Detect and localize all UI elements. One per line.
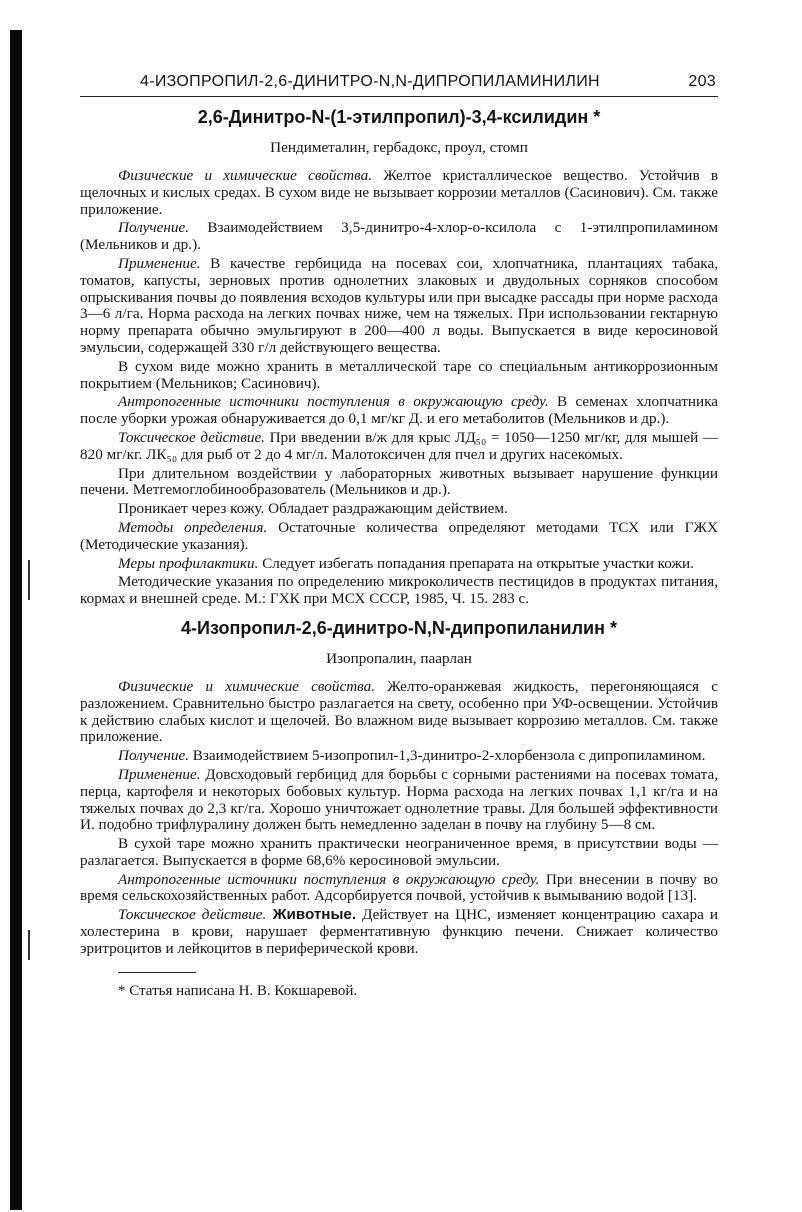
paragraph-text: Желто-оранжевая жидкость, перегоняющаяся с разложением. Сравнительно быстро разлагается на свету, особенно при УФ-освещении. Устойчив к действию слабых кислот и щелочей. Во влажном виде вызывает коррозию металлов. См. также приложение. (80, 677, 718, 746)
paragraph-text: В сухой таре можно хранить практически неограниченное время, в присутствии воды — разлагается. Выпускается в форме 68,6% керосиновой эмульсии. (80, 835, 718, 869)
footnote-rule (118, 972, 196, 973)
paragraph (80, 556, 718, 573)
paragraph-text: При введении в/ж для крыс ЛД₅₀ = 1050—1250 мг/кг, для мышей — 820 мг/кг. ЛК₅₀ для рыб от 2 до 4 мг/л. Малотоксичен для пчел и других насекомых. (80, 428, 718, 463)
paragraph-bold: Животные. (266, 906, 357, 924)
paragraph (80, 359, 718, 393)
paragraph-lead: Физические и химические свойства. (118, 677, 376, 695)
paragraph-text: В сухом виде можно хранить в металлической таре со специальным антикоррозионным покрытием (Мельников; Сасинович). (80, 357, 718, 392)
paragraph-text: В семенах хлопчатника после уборки урожая обнаруживается до 0,1 мг/кг Д. и его метаболитов (Мельников и др.). (80, 393, 718, 428)
paragraph-text: Желтое кристаллическое вещество. Устойчив в щелочных и кислых средах. В сухом виде не вызывает коррозии металлов (Сасинович). См. также приложение. (80, 167, 718, 218)
paragraph (80, 872, 718, 906)
paragraph (80, 168, 718, 218)
paragraph-text: Действует на ЦНС, изменяет концентрацию сахара и холестерина в крови, нарушает ферментативную функцию печени. Снижает количество эритроцитов и лейкоцитов в периферической крови. (80, 906, 718, 957)
paragraph (80, 748, 718, 765)
article-synonyms: Пендиметалин, гербадокс, проул, стомп (270, 139, 528, 156)
paragraph (80, 907, 718, 957)
paragraph-text: Следует избегать попадания препарата на открытые участки кожи. (258, 554, 694, 572)
scan-artifact (28, 930, 30, 960)
article-title: 4-Изопропил-2,6-динитро-N,N-дипропиланилин * (181, 617, 617, 638)
article-1-body (80, 168, 718, 608)
running-header (80, 73, 718, 93)
paragraph-text: Довсходовый гербицид для борьбы с сорными растениями на посевах томата, перца, картофеля и некоторых бобовых культур. Норма расхода на легких почвах 1,1 кг/га и на тяжелых почвах до 2,3 кг/га. Хорошо уничтожает однолетние травы. Для большей эффективности И. подобно трифлуралину должен быть немедленно заделан в почву на глубину 5—8 см. (80, 765, 718, 834)
paragraph-text: Проникает через кожу. Обладает раздражающим действием. (118, 500, 508, 518)
paragraph (80, 836, 718, 870)
paragraph-lead: Меры профилактики. (118, 554, 259, 572)
paragraph-lead: Физические и химические свойства. (118, 167, 372, 184)
paragraph-lead: Антропогенные источники поступления в окружающую среду. (118, 393, 549, 411)
paragraph (80, 430, 718, 464)
paragraph (80, 679, 718, 746)
paragraph (80, 394, 718, 428)
footnote: * Статья написана Н. В. Кокшаревой. (118, 982, 358, 999)
paragraph (80, 574, 718, 608)
page-number: 203 (688, 73, 716, 90)
paragraph-lead: Методы определения. (118, 518, 268, 536)
paragraph-lead: Применение. (118, 254, 201, 272)
paragraph (80, 466, 718, 500)
page-body (80, 103, 718, 1002)
paragraph (80, 256, 718, 357)
paragraph (80, 520, 718, 554)
scan-binding-edge (10, 30, 22, 1210)
paragraph-text: Взаимодействием 3,5-динитро-4-хлор-о-ксилола с 1-этилпропиламином (Мельников и др.). (80, 219, 718, 254)
paragraph (80, 501, 718, 518)
article-2-body (80, 679, 718, 905)
paragraph-lead: Антропогенные источники поступления в окружающую среду. (118, 870, 540, 888)
paragraph-text: При внесении в почву во время сельскохозяйственных работ. Адсорбируется почвой, устойчив к вымыванию водой [13]. (80, 870, 718, 905)
paragraph-text: Взаимодействием 5-изопропил-1,3-динитро-2-хлорбензола с дипропиламином. (189, 747, 706, 765)
paragraph (80, 767, 718, 834)
paragraph-text: Остаточные количества определяют методами ТСХ или ГЖХ (Методические указания). (80, 518, 718, 553)
article-title: 2,6-Динитро-N-(1-этилпропил)-3,4-ксилидин * (197, 107, 601, 127)
paragraph-lead: Токсическое действие. (118, 428, 265, 446)
paragraph-text: В качестве гербицида на посевах сои, хлопчатника, плантациях табака, томатов, капусты, зерновых против однолетних злаковых и двудольных сорняков способом опрыскивания почвы до появления всходов культуры или при высадке рассады при норме расхода 3—6 л/га. Норма расхода на легких почвах ниже, чем на тяжелых. При использовании гектарную норму препарата обычно эмульгируют в 200—400 л воды. Выпускается в виде керосиновой эмульсии, содержащей 330 г/л действующего вещества. (80, 254, 718, 356)
running-title: 4-ИЗОПРОПИЛ-2,6-ДИНИТРО-N,N-ДИПРОПИЛАМИНИЛИН (140, 73, 600, 90)
paragraph-lead: Применение. (118, 765, 201, 783)
paragraph-lead: Токсическое действие. (118, 906, 267, 924)
paragraph-text: Методические указания по определению микроколичеств пестицидов в продуктах питания, кормах и внешней среде. М.: ГХК при МСХ СССР, 1985, Ч. 15. 283 с. (80, 573, 718, 608)
header-rule (80, 96, 718, 97)
paragraph (80, 220, 718, 254)
article-synonyms: Изопропалин, паарлан (326, 649, 472, 667)
paragraph-lead: Получение. (118, 219, 189, 237)
paragraph-lead: Получение. (118, 747, 189, 765)
scan-artifact (28, 560, 30, 600)
paragraph-text: При длительном воздействии у лабораторных животных вызывает нарушение функции печени. Метгемоглобинообразователь (Мельников и др.). (80, 464, 718, 499)
